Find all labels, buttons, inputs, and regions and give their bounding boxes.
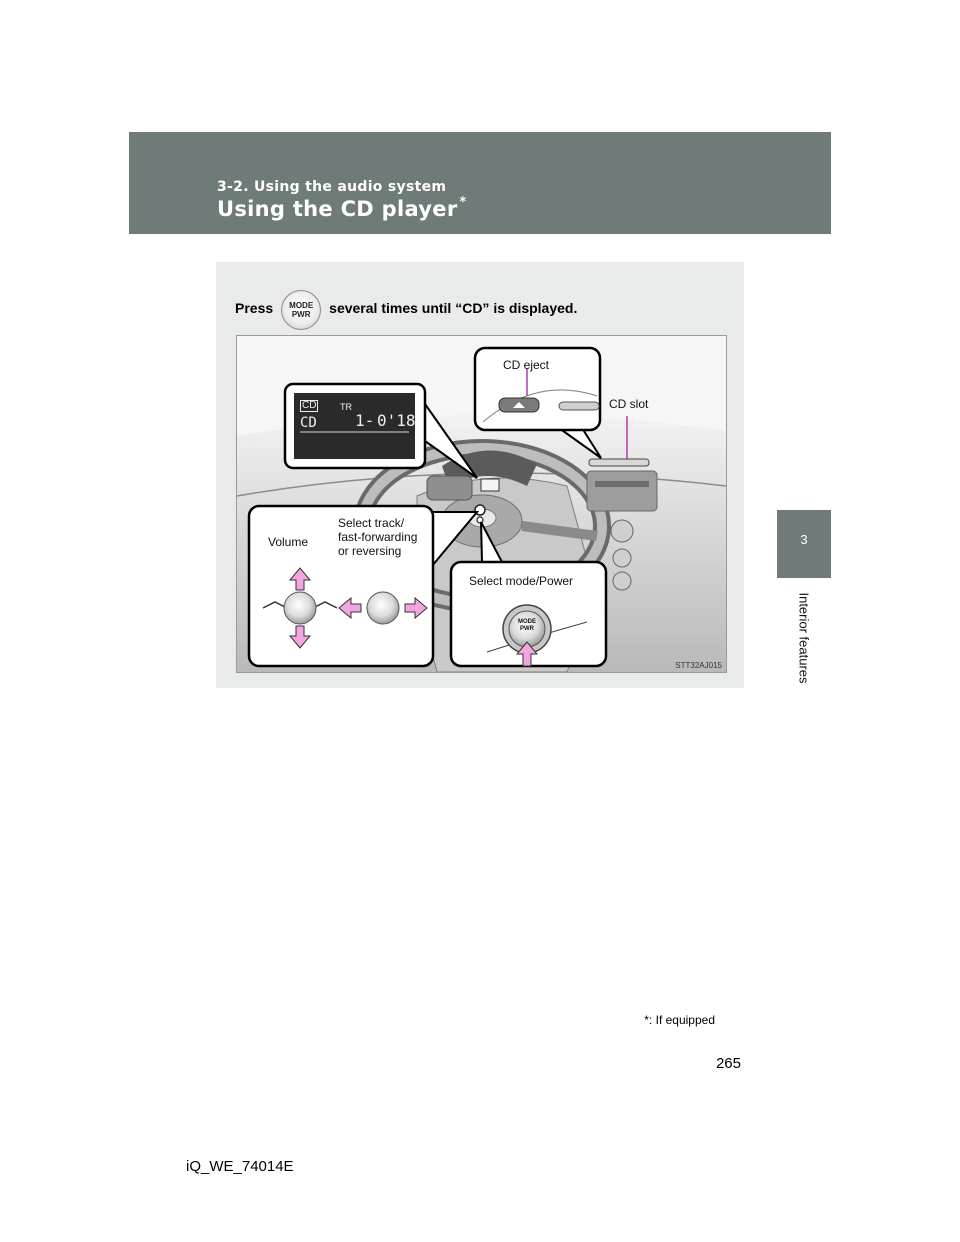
cd-slot-label: CD slot xyxy=(609,397,649,411)
section-title: 3-2. Using the audio system xyxy=(217,179,447,195)
cd-slot-shape xyxy=(589,459,649,466)
volume-label: Volume xyxy=(268,535,309,549)
mode-label: MODE xyxy=(289,301,314,310)
title-asterisk: * xyxy=(459,195,467,210)
select-track-line-1: Select track/ xyxy=(338,516,405,530)
dashboard-drawing xyxy=(237,336,726,672)
cd-eject-label: CD eject xyxy=(503,358,550,372)
footnote: *: If equipped xyxy=(644,1013,715,1027)
figure-code: STT32AJ015 xyxy=(675,661,722,670)
select-track-line-2: fast-forwarding xyxy=(338,530,418,544)
document-code: iQ_WE_74014E xyxy=(186,1158,294,1175)
display-time: 0'18 xyxy=(377,411,416,430)
select-track-line-3: or reversing xyxy=(338,544,402,558)
pwr-label: PWR xyxy=(291,310,311,319)
instruction-line xyxy=(235,288,577,328)
display-cd-icon: CD xyxy=(302,400,317,411)
mode-pwr-button-icon xyxy=(281,290,321,330)
display-tr: TR xyxy=(340,402,352,412)
select-mode-label: Select mode/Power xyxy=(469,574,574,588)
instruction-press: Press xyxy=(235,300,274,316)
page-number: 265 xyxy=(715,1055,741,1072)
select-track-label xyxy=(338,516,417,558)
cd-player-illustration xyxy=(236,335,727,673)
chapter-label xyxy=(777,578,831,698)
chapter-label-text: Interior features xyxy=(796,592,812,684)
knob-mode-pwr-text xyxy=(517,619,537,633)
page-title xyxy=(217,197,467,221)
instruction-rest: several times until “CD” is displayed. xyxy=(329,300,578,316)
page-title-text: Using the CD player xyxy=(217,197,458,221)
display-track: 1- xyxy=(355,411,375,430)
knob-pwr: PWR xyxy=(520,626,534,632)
knob-mode: MODE xyxy=(518,619,536,625)
chapter-tab[interactable]: 3 xyxy=(777,510,831,578)
display-mode: CD xyxy=(300,415,317,431)
